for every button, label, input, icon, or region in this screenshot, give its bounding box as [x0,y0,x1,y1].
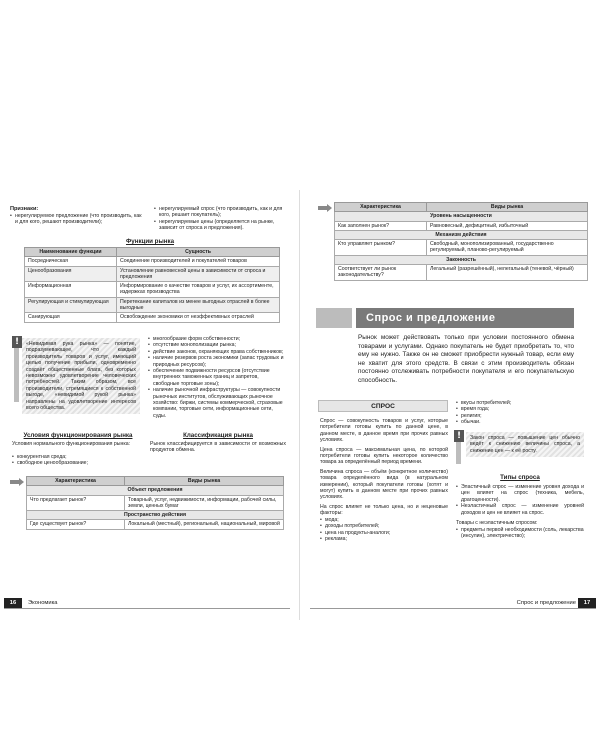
demand-definitions [320,418,448,542]
conditions-right-list [148,336,284,419]
demand-box-title: СПРОС [318,400,448,412]
types-list [456,484,584,516]
conditions-intro: Условия нормального функционирования рынка: [12,441,131,447]
class-table-wrap [26,476,284,530]
list-item: • религия; [456,413,584,419]
list-item: • действие законов, охраняющих права собственников; [148,349,284,355]
table-row: Что предлагает рынок? Товарный, услуг, недвижимости, информации, рабочей силы, земли, ценных бумаг [27,495,284,511]
right-page-body [300,0,600,750]
list-item: • время года; [456,406,584,412]
section-banner: Спрос и предложение [356,308,574,328]
invisible-hand-note [22,338,140,414]
list-item: • Неэластичный спрос — изменение уровней доходов и цен не влияет на спрос. [456,503,584,516]
invisible-hand-text: «Невидимая рука рынка» — понятие, подразумевающее, что каждый производитель товаров и услуг, имеющий целью получение прибыли, одновременно создаёт общественные блага, без которых невозможно удовлетворение человеческих потребностей. Таким образом, все производители, стремящиеся к собственной выгоде, «невидимой рукой рынка» направлены на удовлетворение интересов всего общества. [26,341,136,412]
table-header: Виды рынка [427,203,588,212]
functions-table [24,247,280,323]
functions-title: Функции рынка [125,238,175,245]
list-item: • цена на продукты-аналоги; [320,530,448,536]
list-item: • нерегулируемый спрос (что производить, как и для кого, решает покупатель); [154,206,290,219]
class-table [26,476,284,530]
table-row: Объект предложения [27,486,284,495]
conditions-left-list [12,454,144,467]
list-item: • вкусы потребителей; [456,400,584,406]
list-item: • наличие рыночной инфраструктуры — совокупности рыночных институтов, обслуживающих рыночное хозяйство: биржи, системы коммерческой, страховые компании, торговые сети, информационные сети, суды. [148,387,284,419]
types-title: Типы спроса [500,474,540,481]
page-number: 17 [578,598,596,608]
footer-label: Спрос и предложение [516,600,576,606]
table-row: Кто управляет рынком? Свободный, монополизированный, государственно регулируемый, планово-регулируемый [335,240,588,256]
list-item: • многообразие форм собственности; [148,336,284,342]
priznaki-block [10,206,290,232]
table-row: Законность [335,255,588,264]
list-item: • мода; [320,517,448,523]
functions-table-wrap [24,247,280,323]
inelastic-intro: Товары с неэластичным спросом: [456,520,538,526]
list-item: • наличие резервов роста экономики (запас трудовых и природных ресурсов); [148,355,284,368]
table-row: Пространство действия [27,511,284,520]
table-row: Ценообразования Установление равновесной цены в зависимости от спроса и предложения [25,266,280,282]
demand-factors-intro: На спрос влияет не только цена, но и неценовые факторы: [320,503,448,517]
list-item: • нерегулируемые цены (определяется на рынке, зависит от спроса и предложения). [154,219,290,232]
arrow-right-icon [10,478,24,486]
table-row: Санирующая Освобождение экономики от неэффективных отраслей [25,313,280,322]
table-row: Соответствует ли рынок законодательству? Легальный (разрешённый), нелегальный (теневой, чёрный) [335,265,588,281]
list-item: • конкурентная среда; [12,454,144,460]
intro-paragraph: Рынок может действовать только при условии постоянного обмена товарами и услугами. Однако покупатель не будет приобретать то, что ему не нужно. Также он не сможет приобрести нужный товар, если ему не хватит для этого средств. В связи с этим производитель обязан постоянно отслеживать потребности покупателя и его покупательскую способность. [358,334,574,384]
list-item: • доходы потребителей; [320,523,448,529]
inelastic-list [456,527,584,540]
table-row: Посредническая Соединение производителей и покупателей товаров [25,257,280,266]
exclamation-icon: ! [454,430,464,442]
list-item: • обеспечение подвижности ресурсов (отсутствие внутренних таможенных границ и запретов, свободные торговые зоны); [148,368,284,387]
classification-title: Классификация рынка [183,432,253,439]
demand-quantity: Величина спроса — объём (конкретное количество) товара определённого вида (в натуральном измерении), который покупатели готовы (хотят и могут) купить в данном месте при прочих равных условиях. [320,468,448,501]
table-header: Характеристика [27,477,125,486]
demand-factors-right [456,400,584,426]
table-header: Виды рынка [125,477,284,486]
classification-text: Рынок классифицируется в зависимости от возможных продуктов обмена. [150,441,286,454]
list-item: • реклама; [320,536,448,542]
law-of-demand-note: Закон спроса — повышение цен обычно ведёт к снижению величины спроса, а снижение цен — к её росту. [466,432,584,457]
table-row: Механизм действия [335,230,588,239]
page-number: 16 [4,598,22,608]
list-item: • Эластичный спрос — изменение уровня дохода и цен влияет на спрос (техника, мебель, драгоценности). [456,484,584,503]
table-row: Регулирующая и стимулирующая Перетекание капиталов из менее выгодных отраслей в более выгодные [25,297,280,313]
list-item: • предметы первой необходимости (соль, лекарства (инсулин), электричество); [456,527,584,540]
demand-price: Цена спроса — максимальная цена, по которой потребители готовы купить некоторое количество товара за определённый период времени. [320,446,448,466]
footer-label: Экономика [28,600,58,606]
footer-rule [310,608,596,609]
footer-rule [4,608,290,609]
table-header: Сущность [117,248,280,257]
table-row: Информационная Информирование о качестве товаров и услуг, их ассортименте, издержках производства [25,282,280,298]
table-header: Характеристика [335,203,427,212]
table-row: Уровень насыщенности [335,212,588,221]
table-header: Наименование функции [25,248,117,257]
demand-factors-left [320,517,448,543]
demand-def: Спрос — совокупность товаров и услуг, которые потребители готовы купить по данной цене, в данном месте, в данное время при прочих равных условиях. [320,418,448,444]
priznaki-right-list [154,206,290,232]
table-row: Как заполнен рынок? Равновесный, дефицитный, избыточный [335,221,588,230]
list-item: • отсутствие монополизации рынка; [148,342,284,348]
list-item: • нерегулируемое предложение (что производить, как и для кого, решают производители); [10,213,142,226]
priznaki-title: Признаки: [10,206,39,212]
priznaki-left-list [10,213,142,232]
list-item: • свободное ценообразование; [12,460,144,466]
exclamation-icon: ! [12,336,22,348]
list-item: • обычаи. [456,419,584,425]
table-row: Где существует рынок? Локальный (местный), региональный, национальный, мировой [27,520,284,529]
conditions-title: Условия функционирования рынка [23,432,133,439]
